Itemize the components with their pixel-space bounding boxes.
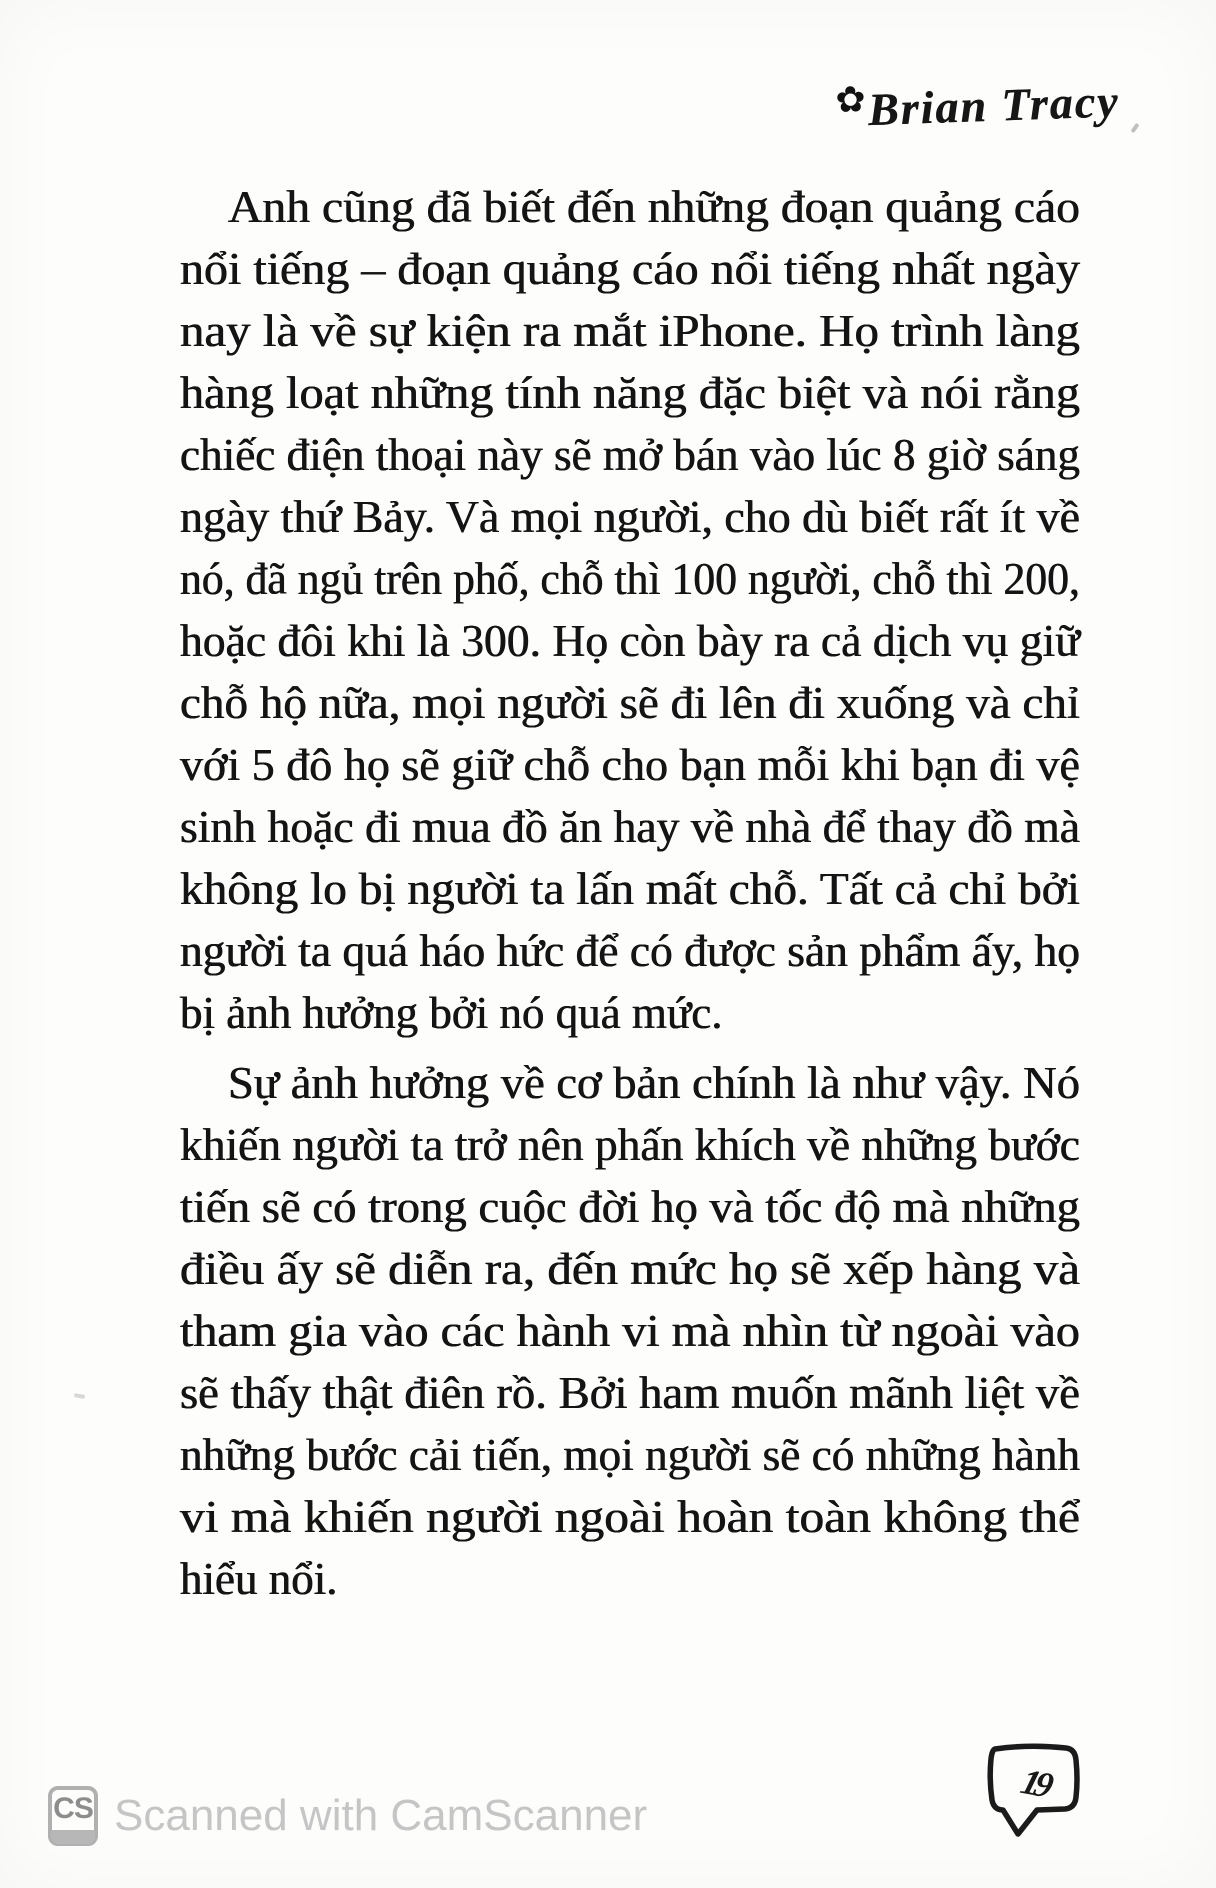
watermark-text: Scanned with CamScanner [114,1791,648,1840]
text-line: tham gia vào các hành vi mà nhìn từ ngoài vào [180,1306,1080,1356]
text-line: nay là về sự kiện ra mắt iPhone. Họ trình làng [180,306,1080,356]
text-line: những bước cải tiến, mọi người sẽ có những hành [180,1430,1081,1480]
text-line: hoặc đôi khi là 300. Họ còn bày ra cả dịch vụ giữ [180,616,1080,666]
camscanner-logo-icon [48,1786,98,1846]
camscanner-watermark [48,1786,647,1846]
text-line: Anh cũng đã biết đến những đoạn quảng cáo [228,182,1081,232]
text-line: chỗ hộ nữa, mọi người sẽ đi lên đi xuống và chỉ [180,678,1081,728]
text-line: không lo bị người ta lấn mất chỗ. Tất cả chỉ bởi [180,864,1080,914]
text-line: người ta quá háo hức để có được sản phẩm ấy, họ [180,926,1080,976]
text-line: ngày thứ Bảy. Và mọi người, cho dù biết rất ít về [180,492,1080,542]
text-line: nổi tiếng – đoạn quảng cáo nổi tiếng nhất ngày [180,244,1080,294]
text-line: bị ảnh hưởng bởi nó quá mức. [180,988,723,1038]
text-line: vi mà khiến người ngoài hoàn toàn không thể [180,1492,1081,1542]
cs-logo-letters: CS [53,1792,93,1825]
signature-text: Brian Tracy [867,75,1121,136]
text-line: hiểu nổi. [180,1554,338,1604]
author-signature [835,69,1138,159]
scan-speck [74,1393,86,1399]
text-line: hàng loạt những tính năng đặc biệt và nói rằng [180,368,1081,418]
text-line: Sự ảnh hưởng về cơ bản chính là như vậy. Nó [228,1058,1081,1108]
flower-icon: ✿ [834,79,867,121]
text-line: điều ấy sẽ diễn ra, đến mức họ sẽ xếp hàng và [180,1244,1081,1294]
page-number-bubble-icon [982,1742,1082,1840]
page-number: 19 [1016,1761,1054,1805]
text-line: với 5 đô họ sẽ giữ chỗ cho bạn mỗi khi bạn đi vệ [180,740,1080,790]
text-line: tiến sẽ có trong cuộc đời họ và tốc độ mà những [180,1182,1081,1232]
text-line: chiếc điện thoại này sẽ mở bán vào lúc 8 giờ sáng [180,430,1081,480]
text-line: sinh hoặc đi mua đồ ăn hay về nhà để thay đồ mà [180,802,1081,852]
text-line: sẽ thấy thật điên rồ. Bởi ham muốn mãnh liệt về [180,1368,1080,1418]
paragraph-1 [180,176,1080,1044]
cs-logo-bar [51,1830,95,1844]
text-line: khiến người ta trở nên phấn khích về những bước [180,1120,1080,1170]
paragraph-2 [180,1052,1080,1610]
page-body [180,176,1080,1610]
text-line: nó, đã ngủ trên phố, chỗ thì 100 người, chỗ thì 200, [180,554,1080,604]
